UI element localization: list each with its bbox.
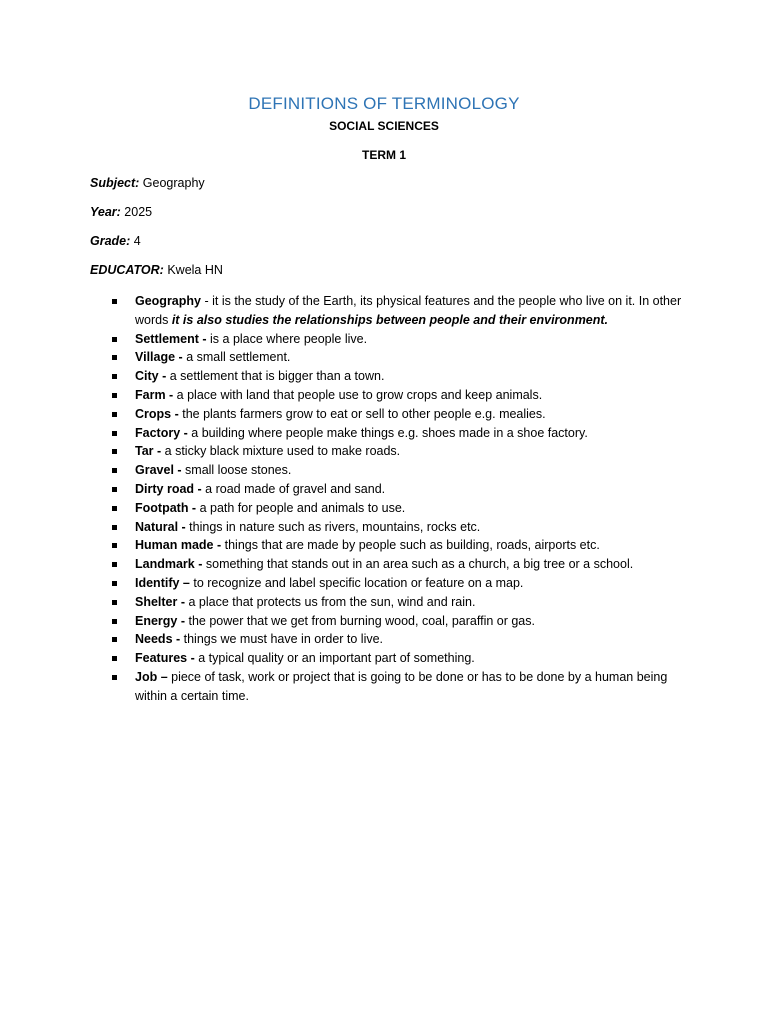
list-item — [108, 630, 688, 649]
square-bullet-icon — [112, 543, 117, 548]
subject-value: Geography — [142, 176, 205, 190]
square-bullet-icon — [112, 355, 117, 360]
term-definition: a place with land that people use to grow crops and keep animals. — [173, 387, 543, 402]
term-definition: a building where people make things e.g. shoes made in a shoe factory. — [187, 425, 588, 440]
square-bullet-icon — [112, 374, 117, 379]
document-term: TERM 1 — [361, 148, 406, 162]
term-name: Footpath - — [135, 500, 197, 515]
square-bullet-icon — [112, 525, 117, 530]
term-name: Shelter - — [135, 594, 186, 609]
term-name: Features - — [135, 651, 195, 666]
subject-label: Subject: — [90, 176, 140, 190]
term-definition: small loose stones. — [181, 463, 292, 478]
terminology-list — [108, 292, 688, 706]
educator-value: Kwela HN — [167, 263, 223, 277]
list-item — [108, 649, 688, 668]
list-item — [108, 668, 688, 706]
square-bullet-icon — [112, 449, 117, 454]
list-item — [108, 330, 688, 349]
term-name: Geography — [135, 294, 201, 308]
list-item — [108, 555, 688, 574]
term-definition: a sticky black mixture used to make roads. — [161, 444, 401, 459]
square-bullet-icon — [112, 675, 117, 680]
term-definition: piece of task, work or project that is going to be done or has to be done by a human being within a certain time. — [135, 669, 668, 703]
square-bullet-icon — [112, 581, 117, 586]
square-bullet-icon — [112, 506, 117, 511]
square-bullet-icon — [112, 600, 117, 605]
term-definition: things we must have in order to live. — [180, 632, 384, 647]
term-name: Job – — [135, 669, 168, 684]
grade-value: 4 — [133, 234, 141, 248]
term-name: City - — [135, 369, 167, 384]
list-item — [108, 480, 688, 499]
term-definition: things that are made by people such as building, roads, airports etc. — [221, 538, 600, 553]
square-bullet-icon — [112, 299, 117, 304]
square-bullet-icon — [112, 393, 117, 398]
square-bullet-icon — [112, 431, 117, 436]
square-bullet-icon — [112, 637, 117, 642]
square-bullet-icon — [112, 487, 117, 492]
list-item — [108, 574, 688, 593]
educator-label: EDUCATOR: — [90, 263, 164, 277]
list-item — [108, 405, 688, 424]
list-item — [108, 499, 688, 518]
term-definition: something that stands out in an area such as a church, a big tree or a school. — [202, 557, 634, 572]
term-definition: to recognize and label specific location or feature on a map. — [189, 575, 524, 590]
term-name: Gravel - — [135, 463, 182, 478]
term-definition: a settlement that is bigger than a town. — [166, 369, 385, 384]
term-emphasis: it is also studies the relationships between people and their environment. — [171, 312, 609, 327]
term-name: Landmark - — [135, 557, 203, 572]
year-value: 2025 — [124, 205, 153, 219]
term-definition: things in nature such as rivers, mountains, rocks etc. — [185, 519, 481, 534]
square-bullet-icon — [112, 656, 117, 661]
square-bullet-icon — [112, 412, 117, 417]
list-item — [108, 348, 688, 367]
grade-label: Grade: — [90, 234, 131, 248]
list-item — [108, 367, 688, 386]
term-name: Factory - — [135, 425, 188, 440]
list-item — [108, 461, 688, 480]
term-definition: is a place where people live. — [206, 331, 368, 346]
term-name: Settlement - — [135, 331, 207, 346]
square-bullet-icon — [112, 468, 117, 473]
term-definition: a path for people and animals to use. — [196, 500, 406, 515]
term-name: Energy - — [135, 613, 186, 628]
term-definition: a small settlement. — [182, 350, 291, 365]
list-item — [108, 536, 688, 555]
term-definition: a typical quality or an important part of something. — [194, 651, 475, 666]
list-item — [108, 386, 688, 405]
list-item — [108, 292, 688, 330]
square-bullet-icon — [112, 562, 117, 567]
term-name: Crops - — [135, 406, 179, 421]
square-bullet-icon — [112, 337, 117, 342]
term-name: Tar - — [135, 444, 162, 459]
grade-line — [90, 234, 141, 248]
term-name: Needs - — [135, 632, 181, 647]
year-line — [90, 205, 152, 219]
list-item — [108, 424, 688, 443]
document-title: DEFINITIONS OF TERMINOLOGY — [248, 94, 520, 113]
term-definition: a place that protects us from the sun, wind and rain. — [185, 594, 476, 609]
document-subtitle: SOCIAL SCIENCES — [329, 119, 439, 133]
term-name: Identify – — [135, 575, 190, 590]
term-name: Dirty road - — [135, 481, 202, 496]
list-item — [108, 518, 688, 537]
list-item — [108, 593, 688, 612]
term-name: Farm - — [135, 387, 174, 402]
educator-line — [90, 263, 223, 277]
year-label: Year: — [90, 205, 121, 219]
term-name: Human made - — [135, 538, 222, 553]
list-item — [108, 612, 688, 631]
list-item — [108, 442, 688, 461]
term-definition: a road made of gravel and sand. — [201, 481, 386, 496]
square-bullet-icon — [112, 619, 117, 624]
term-name: Natural - — [135, 519, 186, 534]
term-definition: the power that we get from burning wood, coal, paraffin or gas. — [185, 613, 535, 628]
subject-line — [90, 176, 205, 190]
term-name: Village - — [135, 350, 183, 365]
term-definition: - it is the study of the Earth, its physical features and the people who live on it. In other words — [135, 294, 682, 327]
term-definition: the plants farmers grow to eat or sell to other people e.g. mealies. — [178, 406, 546, 421]
